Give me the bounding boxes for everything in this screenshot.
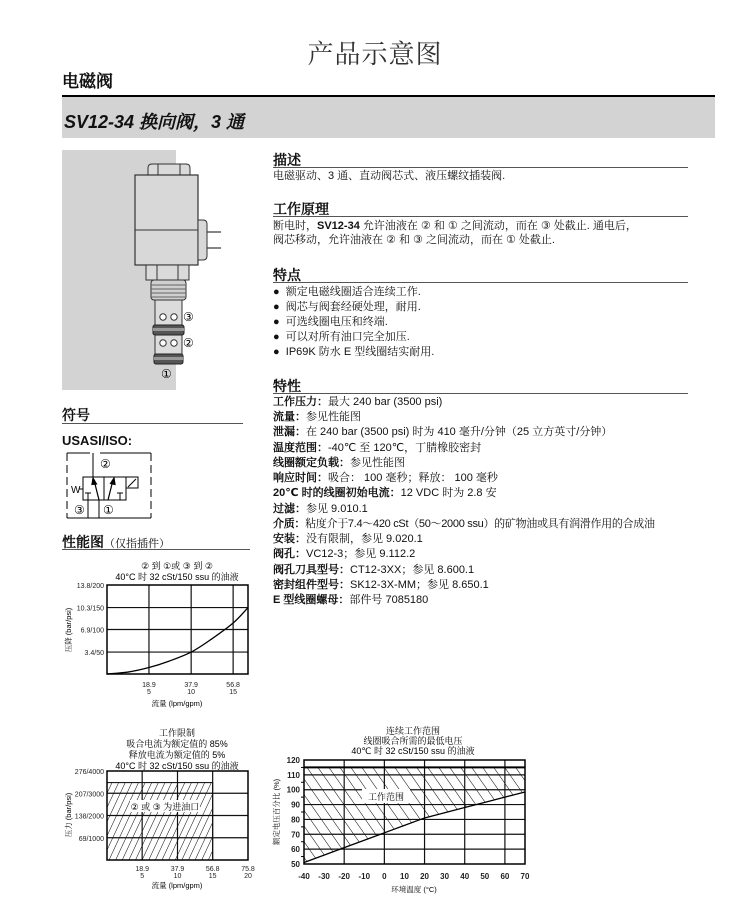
symbol-heading: 符号: [62, 407, 90, 423]
chart-title-line: 线圈吸合所需的最低电压: [363, 736, 463, 746]
product-category: 电磁阀: [62, 72, 113, 91]
x-tick-label-secondary: 20: [244, 873, 252, 880]
symbol-port-3: ③: [74, 503, 85, 517]
x-tick-label: 75.8: [241, 866, 255, 873]
description-heading: 描述: [273, 152, 301, 168]
spec-label: 工作压力：: [273, 396, 328, 408]
x-tick-label: 30: [440, 872, 450, 881]
x-tick-label-secondary: 10: [173, 873, 182, 880]
x-tick-label-secondary: 10: [187, 689, 196, 696]
y-tick-label: 90: [291, 800, 300, 810]
bullet-icon: ●: [273, 301, 280, 313]
y-axis-label: 额定电压百分比 (%): [272, 778, 281, 846]
chart-title-line: 40°C 时 32 cSt/150 ssu 的油液: [115, 761, 239, 771]
spring-label: W: [71, 485, 81, 496]
spec-value: 参见 9.010.1: [306, 503, 368, 515]
y-tick-label: 50: [291, 860, 300, 869]
spec-label: 流量：: [273, 411, 306, 423]
chart-title-line: 40℃ 时 32 cSt/150 ssu 的油液: [351, 746, 475, 756]
x-axis-label: 流量 (lpm/gpm): [151, 881, 203, 890]
y-tick-label: 69/1000: [78, 835, 104, 843]
region-label: 工作范围: [367, 792, 405, 802]
y-tick-label: 13.8/200: [76, 583, 104, 590]
product-title: SV12-34 换向阀，3 通: [64, 112, 245, 132]
bullet-icon: ●: [273, 316, 280, 328]
x-tick-label: 10: [400, 872, 409, 881]
y-tick-label: 110: [287, 770, 300, 780]
x-tick-label: -10: [358, 872, 371, 881]
operating-limits-chart: [63, 727, 255, 890]
spec-value: 部件号 7085180: [349, 594, 429, 606]
operating-region: [107, 783, 213, 860]
y-tick-label: 80: [291, 815, 300, 825]
spec-label: 密封组件型号：: [273, 579, 350, 591]
bullet-icon: ●: [273, 346, 280, 358]
operation-rest: 允许油液在 ② 和 ① 之间流动，而在 ③ 处截止. 通电后，: [359, 220, 637, 232]
chart-title-line: 释放电流为额定值的 5%: [128, 750, 226, 760]
spec-value: 粘度介于7.4～420 cSt（50～2000 ssu）的矿物油或具有润滑作用的合成油: [305, 518, 655, 530]
feature-text: 阀芯与阀套经硬处理，耐用.: [285, 301, 421, 313]
spec-value: 吸合： 100 毫秒；释放： 100 毫秒: [328, 472, 498, 484]
x-tick-label: 60: [500, 872, 510, 881]
x-tick-label: 37.9: [184, 682, 198, 689]
pressure-drop-chart: [63, 560, 248, 708]
chart-title-line: 工作限制: [158, 728, 196, 738]
performance-note: （仅指插件）: [104, 538, 170, 550]
performance-title: 性能图: [62, 534, 104, 550]
x-tick-label: 50: [480, 872, 490, 881]
chart-title-line: 连续工作范围: [385, 726, 441, 736]
features-heading: 特点: [273, 267, 301, 283]
y-tick-label: 100: [286, 785, 300, 795]
feature-text: IP69K 防水 E 型线圈结实耐用.: [285, 346, 435, 358]
x-tick-label: -30: [318, 872, 330, 881]
x-tick-label: 37.9: [170, 866, 185, 873]
spec-value: VC12-3；参见 9.112.2: [306, 548, 416, 560]
x-tick-label: 56.8: [205, 866, 220, 873]
description-text: 电磁驱动、3 通、直动阀芯式、液压螺纹插装阀.: [273, 170, 506, 182]
spec-value: 参见性能图: [306, 411, 361, 423]
y-axis-label: 压力 (bar/psi): [64, 792, 73, 838]
y-tick-label: 10.3/150: [76, 605, 104, 613]
spec-value: 12 VDC 时为 2.8 安: [400, 487, 497, 499]
y-tick-label: 6.9/100: [80, 627, 104, 635]
spec-value: SK12-3X-MM；参见 8.650.1: [350, 579, 489, 591]
x-tick-label: 40: [460, 872, 470, 881]
symbol-port-1: ①: [103, 503, 114, 517]
spec-value: -40℃ 至 120℃，丁腈橡胶密封: [328, 442, 482, 454]
spec-label: 泄漏：: [273, 426, 306, 438]
spec-value: 最大 240 bar (3500 psi): [328, 396, 443, 408]
operation-heading: 工作原理: [273, 201, 329, 217]
spec-label: 过滤：: [273, 503, 306, 515]
x-tick-label-secondary: 15: [229, 689, 238, 696]
spec-value: 没有限制，参见 9.020.1: [306, 533, 423, 545]
feature-text: 额定电磁线圈适合连续工作.: [285, 286, 421, 298]
y-axis-label: 压降 (bar/psi): [64, 607, 73, 653]
spec-label: 20℃ 时的线圈初始电流：: [273, 487, 401, 499]
spec-label: 响应时间：: [273, 472, 328, 484]
y-tick-label: 70: [291, 830, 300, 840]
spec-label: 阀孔：: [273, 548, 306, 560]
x-axis-label: 流量 (lpm/gpm): [151, 699, 203, 708]
x-tick-label: 56.8: [226, 682, 240, 689]
specs-heading: 特性: [273, 378, 301, 394]
feature-text: 可选线圈电压和终端.: [285, 316, 388, 328]
x-tick-label: 20: [420, 872, 429, 881]
x-tick-label-secondary: 15: [208, 873, 217, 880]
spec-label: E 型线圈螺母：: [273, 594, 350, 606]
region-label: ② 或 ③ 为进油口: [130, 802, 200, 812]
spec-label: 线圈额定负载：: [273, 457, 350, 469]
spec-label: 介质：: [273, 518, 306, 530]
bullet-icon: ●: [273, 286, 280, 298]
x-tick-label: 0: [382, 872, 387, 881]
feature-text: 可以对所有油口完全加压.: [285, 331, 410, 343]
chart-title-line: 40°C 时 32 cSt/150 ssu 的油液: [115, 572, 239, 582]
spec-value: CT12-3XX；参见 8.600.1: [350, 564, 475, 576]
spec-label: 安装：: [273, 533, 306, 545]
operation-model: SV12-34: [317, 220, 360, 232]
x-tick-label-secondary: 5: [140, 873, 145, 880]
port-3-label: ③: [183, 310, 194, 324]
x-axis-label: 环境温度 (°C): [391, 885, 437, 894]
x-tick-label-secondary: 5: [147, 689, 151, 696]
continuous-duty-chart: [271, 725, 530, 894]
x-tick-label: 18.9: [142, 682, 156, 689]
spec-value: 参见性能图: [350, 457, 405, 469]
port-2-label: ②: [183, 336, 194, 350]
y-tick-label: 60: [291, 845, 300, 855]
chart-title-line: ② 到 ①或 ③ 到 ②: [141, 561, 213, 571]
y-tick-label: 3.4/50: [84, 650, 104, 658]
spec-label: 温度范围：: [273, 442, 328, 454]
y-tick-label: 207/3000: [74, 791, 104, 799]
x-tick-label: -20: [338, 872, 350, 881]
port-1-label: ①: [161, 367, 172, 381]
symbol-standard: USASI/ISO:: [62, 433, 133, 448]
y-tick-label: 276/4000: [74, 769, 104, 776]
symbol-port-2: ②: [100, 457, 111, 471]
operation-prefix: 断电时，: [273, 220, 317, 232]
chart-title-line: 吸合电流为额定值的 85%: [126, 739, 228, 749]
spec-label: 阀孔刀具型号：: [273, 564, 350, 576]
x-tick-label: -40: [298, 872, 310, 881]
spec-value: 在 240 bar (3500 psi) 时为 410 毫升/分钟（25 立方英寸/分钟）: [306, 426, 613, 438]
y-tick-label: 120: [286, 756, 300, 765]
operation-line-2: 阀芯移动，允许油液在 ② 和 ③ 之间流动，而在 ① 处截止.: [273, 234, 555, 246]
x-tick-label: 70: [520, 872, 530, 881]
y-tick-label: 138/2000: [74, 813, 104, 821]
page-title: 产品示意图: [307, 39, 443, 69]
x-tick-label: 18.9: [135, 866, 149, 873]
bullet-icon: ●: [273, 331, 280, 343]
